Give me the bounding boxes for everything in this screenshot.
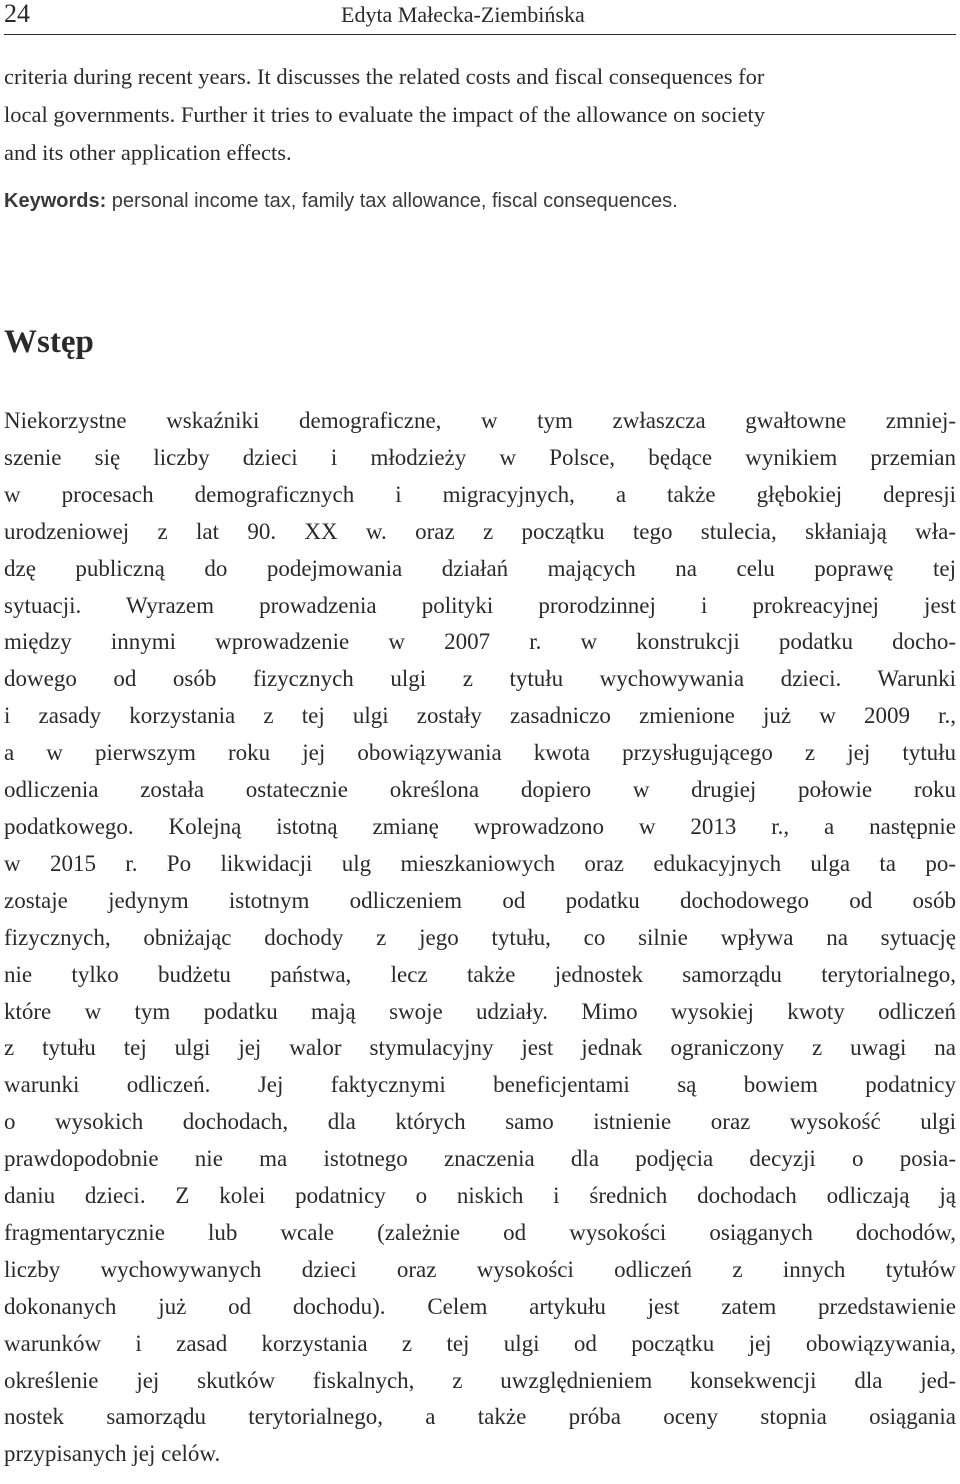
body-line: dowego od osób fizycznych ulgi z tytułu wychowywania dzieci. Warunki (4, 666, 956, 692)
keywords-line (4, 181, 956, 220)
body-line: w procesach demograficznych i migracyjnych, a także głębokiej depresji (4, 481, 956, 507)
body-line: fragmentarycznie lub wcale (zależnie od wysokości osiąganych dochodów, (4, 1219, 956, 1245)
body-line: i zasady korzystania z tej ulgi zostały zasadniczo zmienione już w 2009 r., (4, 703, 956, 729)
body-line: urodzeniowej z lat 90. XX w. oraz z początku tego stulecia, skłaniają wła- (4, 518, 956, 544)
body-line: określenie jej skutków fiskalnych, z uwzględnieniem konsekwencji dla jed- (4, 1367, 956, 1393)
body-line: między innymi wprowadzenie w 2007 r. w konstrukcji podatku docho- (4, 629, 956, 655)
body-line: nostek samorządu terytorialnego, a także próba oceny stopnia osiągania (4, 1404, 956, 1430)
page-number: 24 (4, 0, 30, 28)
body-line: daniu dzieci. Z kolei podatnicy o niskich i średnich dochodach odliczają ją (4, 1183, 956, 1209)
abstract-line: local governments. Further it tries to evaluate the impact of the allowance on society (4, 102, 766, 127)
body-line: które w tym podatku mają swoje udziały. Mimo wysokiej kwoty odliczeń (4, 998, 956, 1024)
keywords-label: Keywords: (4, 190, 107, 212)
body-line: fizycznych, obniżając dochody z jego tytułu, co silnie wpływa na sytuację (4, 924, 956, 950)
body-line: warunków i zasad korzystania z tej ulgi od początku jej obowiązywania, (4, 1330, 956, 1356)
body-line: podatkowego. Kolejną istotną zmianę wprowadzono w 2013 r., a następnie (4, 813, 956, 839)
abstract-line: and its other application effects. (4, 140, 292, 165)
body-line: dokonanych już od dochodu). Celem artykułu jest zatem przedstawienie (4, 1293, 956, 1319)
abstract-line: criteria during recent years. It discusses the related costs and fiscal consequences for (4, 64, 765, 89)
keywords-text: personal income tax, family tax allowance, fiscal consequences. (106, 190, 678, 212)
body-line: liczby wychowywanych dzieci oraz wysokości odliczeń z innych tytułów (4, 1256, 956, 1282)
body-line: warunki odliczeń. Jej faktycznymi beneficjentami są bowiem podatnicy (4, 1072, 956, 1098)
running-header (4, 0, 956, 35)
body-line: a w pierwszym roku jej obowiązywania kwota przysługującego z jej tytułu (4, 740, 956, 766)
body-line: Niekorzystne wskaźniki demograficzne, w tym zwłaszcza gwałtowne zmniej- (4, 408, 956, 433)
body-line: prawdopodobnie nie ma istotnego znaczenia dla podjęcia decyzji o posia- (4, 1146, 956, 1172)
section-heading: Wstęp (4, 324, 94, 360)
abstract-paragraph (4, 58, 956, 172)
body-line: odliczenia została ostatecznie określona dopiero w drugiej połowie roku (4, 777, 956, 803)
body-line: dzę publiczną do podejmowania działań mających na celu poprawę tej (4, 555, 956, 581)
running-author: Edyta Małecka-Ziembińska (341, 2, 585, 27)
body-line: o wysokich dochodach, dla których samo istnienie oraz wysokość ulgi (4, 1109, 956, 1135)
body-line: z tytułu tej ulgi jej walor stymulacyjny jest jednak ograniczony z uwagi na (4, 1035, 956, 1061)
body-line: zostaje jedynym istotnym odliczeniem od podatku dochodowego od osób (4, 887, 956, 913)
body-line: sytuacji. Wyrazem prowadzenia polityki prorodzinnej i prokreacyjnej jest (4, 592, 956, 618)
body-paragraph (4, 403, 956, 1473)
body-line: nie tylko budżetu państwa, lecz także jednostek samorządu terytorialnego, (4, 961, 956, 987)
body-line: przypisanych jej celów. (4, 1441, 221, 1467)
body-line: szenie się liczby dzieci i młodzieży w Polsce, będące wynikiem przemian (4, 444, 956, 470)
body-line: w 2015 r. Po likwidacji ulg mieszkaniowych oraz edukacyjnych ulga ta po- (4, 850, 956, 876)
